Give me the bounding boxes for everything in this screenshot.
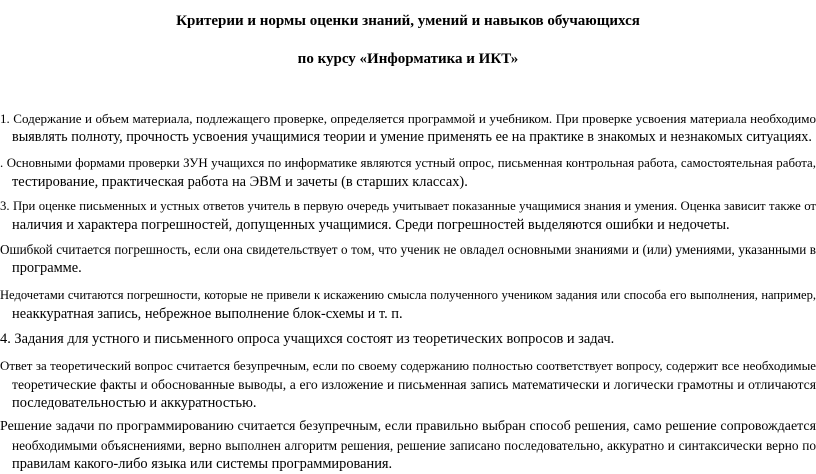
paragraph-line: 4. Задания для устного и письменного опроса учащихся состоят из теоретических вопросов и задач. <box>0 331 615 347</box>
paragraph-programming-solution <box>0 417 816 474</box>
paragraph-line: выявлять полноту, прочность усвоения учащимися теории и умение применять ее на практике в знакомых и незнакомых ситуациях. <box>12 129 812 145</box>
paragraph-line: последовательностью и аккуратностью. <box>12 395 257 411</box>
paragraph-4 <box>0 330 816 349</box>
paragraph-1 <box>0 109 816 147</box>
paragraph-2 <box>0 154 816 192</box>
paragraph-line: Недочетами считаются погрешности, которые не привели к искажению смысла полученного учеником задания или способа его выполнения, например, <box>0 288 816 302</box>
paragraph-error-definition <box>0 240 816 278</box>
paragraph-line: теоретические факты и обоснованные выводы, а его изложение и письменная запись математически и логически грамотны и отличаются <box>12 377 816 392</box>
paragraph-line: Ответ за теоретический вопрос считается безупречным, если по своему содержанию полностью соответствует вопросу, содержит все необходимые <box>0 358 816 373</box>
paragraph-theory-answer <box>0 356 816 413</box>
paragraph-line: . Основными формами проверки ЗУН учащихся по информатике являются устный опрос, письменная контрольная работа, самостоятельная работа, <box>0 156 816 170</box>
paragraph-line: наличия и характера погрешностей, допущенных учащимися. Среди погрешностей выделяются ошибки и недочеты. <box>12 217 730 233</box>
paragraph-line: тестирование, практическая работа на ЭВМ и зачеты (в старших классах). <box>12 174 468 190</box>
paragraph-3 <box>0 197 816 235</box>
paragraph-line: программе. <box>12 260 82 276</box>
paragraph-line: 1. Содержание и объем материала, подлежащего проверке, определяется программой и учебником. При проверке усвоения материала необходимо <box>0 111 816 126</box>
paragraph-line: 3. При оценке письменных и устных ответов учитель в первую очередь учитывает показанные учащимися знания и умения. Оценка зависит также от <box>0 199 816 213</box>
document-title-line-1: Критерии и нормы оценки знаний, умений и навыков обучающихся <box>176 13 640 29</box>
paragraph-line: Решение задачи по программированию считается безупречным, если правильно выбран способ решения, само решение сопровождается <box>0 419 816 434</box>
paragraph-line: Ошибкой считается погрешность, если она свидетельствует о том, что ученик не овладел основными знаниями и (или) умениями, указанными в <box>0 242 816 257</box>
paragraph-line: правилам какого-либо языка или системы программирования. <box>12 456 393 472</box>
paragraph-line: необходимыми объяснениями, верно выполнен алгоритм решения, решение записано последовательно, аккуратно и синтаксически верно по <box>12 438 816 453</box>
document-title-line-2: по курсу «Информатика и ИКТ» <box>297 51 519 67</box>
paragraph-shortcomings-definition <box>0 286 816 324</box>
paragraph-line: неаккуратная запись, небрежное выполнение блок-схемы и т. п. <box>12 306 403 322</box>
